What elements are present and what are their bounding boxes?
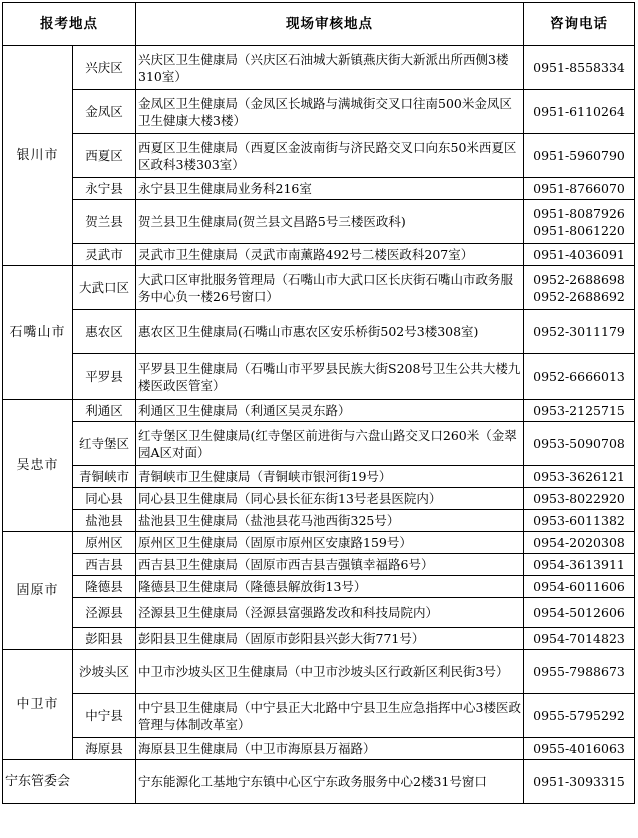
- address-cell: 利通区卫生健康局（利通区吴灵东路）: [136, 400, 524, 422]
- header-review-site: 现场审核地点: [136, 3, 524, 46]
- address-cell: 盐池县卫生健康局（盐池县花马池西街325号）: [136, 510, 524, 532]
- county-cell: 利通区: [73, 400, 136, 422]
- phone-cell: [524, 310, 635, 354]
- county-cell: 大武口区: [73, 266, 136, 310]
- phone-number: 0951-8766070: [533, 181, 625, 196]
- phone-cell: [524, 422, 635, 466]
- phone-cell: [524, 488, 635, 510]
- header-row: [3, 3, 635, 46]
- phone-number: 0953-6011382: [533, 513, 625, 528]
- address-cell: 大武口区审批服务管理局（石嘴山市大武口区长庆街石嘴山市政务服务中心负一楼26号窗口）: [136, 266, 524, 310]
- phone-number: 0951-3093315: [533, 774, 625, 789]
- table-row: [3, 738, 635, 760]
- county-cell: 青铜峡市: [73, 466, 136, 488]
- address-cell: 西吉县卫生健康局（固原市西吉县吉强镇幸福路6号）: [136, 554, 524, 576]
- phone-number: 0951-6110264: [533, 104, 625, 119]
- phone-cell: [524, 628, 635, 650]
- county-cell: 沙坡头区: [73, 650, 136, 694]
- table-row: [3, 598, 635, 628]
- phone-cell: [524, 598, 635, 628]
- phone-cell: [524, 760, 635, 804]
- header-phone: 咨询电话: [524, 3, 635, 46]
- table-row: [3, 90, 635, 134]
- phone-cell: [524, 200, 635, 244]
- table-row: [3, 488, 635, 510]
- county-cell: 中宁县: [73, 694, 136, 738]
- phone-number: 0952-3011179: [533, 324, 625, 339]
- phone-number: 0953-2125715: [533, 403, 625, 418]
- county-cell: 西夏区: [73, 134, 136, 178]
- phone-number: 0952-2688698: [533, 271, 625, 287]
- table-row: [3, 310, 635, 354]
- phone-cell: [524, 510, 635, 532]
- table-row: [3, 354, 635, 400]
- county-cell: 平罗县: [73, 354, 136, 400]
- address-cell: 兴庆区卫生健康局（兴庆区石油城大新镇燕庆街大新派出所西侧3楼310室）: [136, 46, 524, 90]
- phone-cell: [524, 46, 635, 90]
- phone-cell: [524, 738, 635, 760]
- county-cell: 彭阳县: [73, 628, 136, 650]
- county-cell: 隆德县: [73, 576, 136, 598]
- city-cell: 银川市: [3, 46, 73, 266]
- table-row: [3, 576, 635, 598]
- phone-cell: [524, 354, 635, 400]
- table-row: [3, 200, 635, 244]
- phone-cell: [524, 650, 635, 694]
- county-cell: 海原县: [73, 738, 136, 760]
- county-cell: 灵武市: [73, 244, 136, 266]
- phone-number: 0953-5090708: [533, 436, 625, 451]
- county-cell: 兴庆区: [73, 46, 136, 90]
- table-row: [3, 466, 635, 488]
- table-row: [3, 650, 635, 694]
- city-cell: 固原市: [3, 532, 73, 650]
- table-row: [3, 46, 635, 90]
- table-row: [3, 532, 635, 554]
- phone-number: 0955-4016063: [533, 741, 625, 756]
- address-cell: 海原县卫生健康局（中卫市海原县万福路）: [136, 738, 524, 760]
- city-cell: 石嘴山市: [3, 266, 73, 400]
- phone-number: 0954-5012606: [533, 605, 625, 620]
- address-cell: 原州区卫生健康局（固原市原州区安康路159号）: [136, 532, 524, 554]
- address-cell: 金凤区卫生健康局（金凤区长城路与满城街交叉口往南500米金凤区卫生健康大楼3楼）: [136, 90, 524, 134]
- address-cell: 中宁县卫生健康局（中宁县正大北路中宁县卫生应急指挥中心3楼医政管理与体制改革室）: [136, 694, 524, 738]
- phone-number: 0953-3626121: [533, 469, 625, 484]
- table-row: [3, 266, 635, 310]
- phone-number: 0951-8558334: [533, 60, 625, 75]
- phone-cell: [524, 134, 635, 178]
- address-cell: 泾源县卫生健康局（泾源县富强路发改和科技局院内）: [136, 598, 524, 628]
- address-cell: 彭阳县卫生健康局（固原市彭阳县兴彭大街771号）: [136, 628, 524, 650]
- header-location: 报考地点: [3, 3, 136, 46]
- table-row: [3, 760, 635, 804]
- management-committee-cell: 宁东管委会: [3, 760, 136, 804]
- county-cell: 同心县: [73, 488, 136, 510]
- table-row: [3, 400, 635, 422]
- phone-number: 0954-7014823: [533, 631, 625, 646]
- phone-cell: [524, 466, 635, 488]
- address-cell: 贺兰县卫生健康局(贺兰县文昌路5号三楼医政科): [136, 200, 524, 244]
- county-cell: 惠农区: [73, 310, 136, 354]
- table-row: [3, 178, 635, 200]
- phone-cell: [524, 532, 635, 554]
- phone-number: 0955-7988673: [533, 664, 625, 679]
- table-row: [3, 244, 635, 266]
- phone-number: 0951-8061220: [533, 222, 625, 238]
- table-row: [3, 422, 635, 466]
- phone-number: 0954-6011606: [533, 579, 625, 594]
- phone-cell: [524, 266, 635, 310]
- review-site-table: [2, 2, 635, 804]
- address-cell: 永宁县卫生健康局业务科216室: [136, 178, 524, 200]
- county-cell: 原州区: [73, 532, 136, 554]
- address-cell: 西夏区卫生健康局（西夏区金波南街与济民路交叉口向东50米西夏区区政科3楼303室）: [136, 134, 524, 178]
- phone-cell: [524, 554, 635, 576]
- phone-number: 0953-8022920: [533, 491, 625, 506]
- address-cell: 隆德县卫生健康局（隆德县解放街13号）: [136, 576, 524, 598]
- table-row: [3, 694, 635, 738]
- phone-number: 0951-4036091: [533, 247, 625, 262]
- address-cell: 中卫市沙坡头区卫生健康局（中卫市沙坡头区行政新区利民街3号）: [136, 650, 524, 694]
- phone-number: 0955-5795292: [533, 708, 625, 723]
- county-cell: 盐池县: [73, 510, 136, 532]
- phone-cell: [524, 178, 635, 200]
- county-cell: 永宁县: [73, 178, 136, 200]
- county-cell: 泾源县: [73, 598, 136, 628]
- phone-number: 0954-3613911: [533, 557, 625, 572]
- address-cell: 灵武市卫生健康局（灵武市南薰路492号二楼医政科207室）: [136, 244, 524, 266]
- phone-cell: [524, 576, 635, 598]
- phone-number: 0952-2688692: [533, 288, 625, 304]
- table-row: [3, 510, 635, 532]
- county-cell: 红寺堡区: [73, 422, 136, 466]
- county-cell: 西吉县: [73, 554, 136, 576]
- phone-cell: [524, 694, 635, 738]
- phone-number: 0951-8087926: [533, 205, 625, 221]
- address-cell: 宁东能源化工基地宁东镇中心区宁东政务服务中心2楼31号窗口: [136, 760, 524, 804]
- city-cell: 中卫市: [3, 650, 73, 760]
- address-cell: 平罗县卫生健康局（石嘴山市平罗县民族大街S208号卫生公共大楼九楼医政医管室）: [136, 354, 524, 400]
- address-cell: 惠农区卫生健康局(石嘴山市惠农区安乐桥街502号3楼308室): [136, 310, 524, 354]
- phone-cell: [524, 90, 635, 134]
- table-row: [3, 628, 635, 650]
- county-cell: 金凤区: [73, 90, 136, 134]
- table-row: [3, 134, 635, 178]
- table-row: [3, 554, 635, 576]
- phone-cell: [524, 400, 635, 422]
- phone-number: 0951-5960790: [533, 148, 625, 163]
- address-cell: 青铜峡市卫生健康局（青铜峡市银河街19号）: [136, 466, 524, 488]
- address-cell: 红寺堡区卫生健康局(红寺堡区前进街与六盘山路交叉口260米（金翠园A区对面）: [136, 422, 524, 466]
- table-body: [3, 46, 635, 804]
- address-cell: 同心县卫生健康局（同心县长征东街13号老县医院内）: [136, 488, 524, 510]
- phone-number: 0954-2020308: [533, 535, 625, 550]
- phone-number: 0952-6666013: [533, 369, 625, 384]
- city-cell: 吴忠市: [3, 400, 73, 532]
- county-cell: 贺兰县: [73, 200, 136, 244]
- phone-cell: [524, 244, 635, 266]
